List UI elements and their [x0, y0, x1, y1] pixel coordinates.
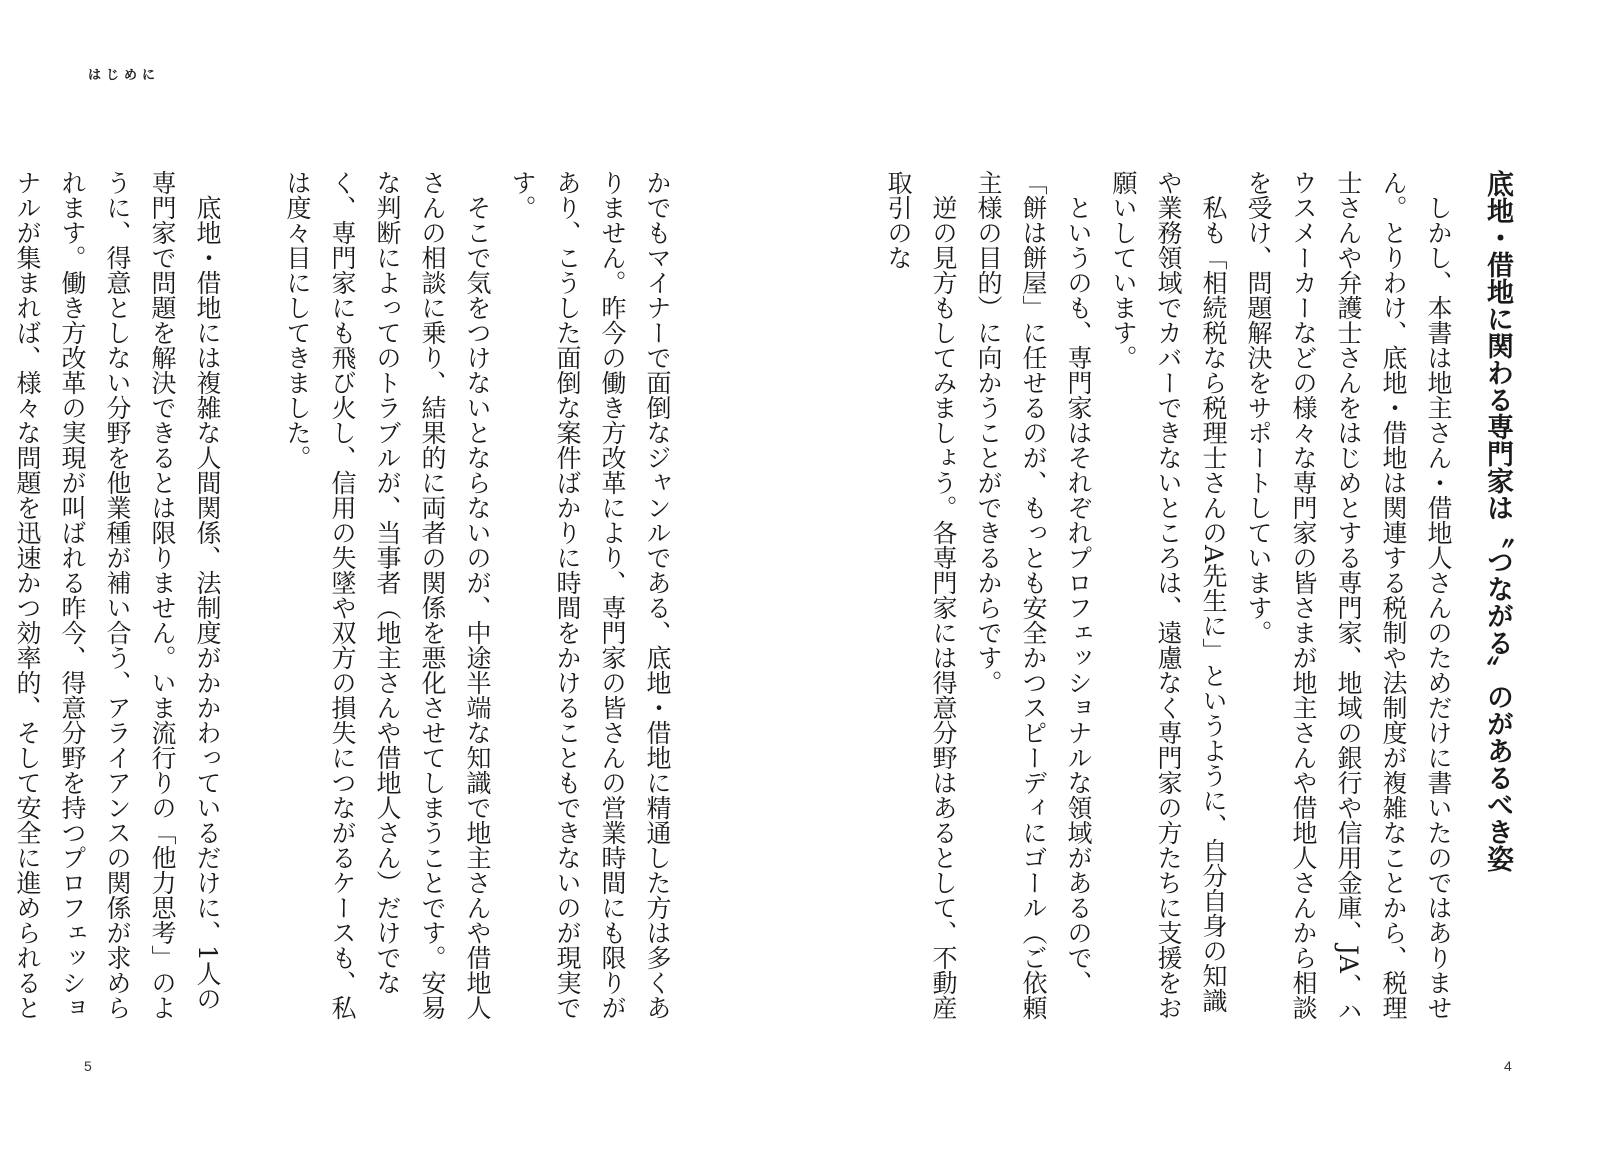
- paragraph: 私も「相続税なら税理士さんのA先生に」というように、自分自身の知識や業務領域でカバーできないところは、遠慮なく専門家の方たちに支援をお願いしています。: [1109, 170, 1228, 1020]
- section-heading: 底地・借地に関わる専門家は〝つながる〟のがあるべき姿: [1482, 170, 1513, 872]
- paragraph: しかし、本書は地主さん・借地人さんのためだけに書いたのではありません。とりわけ、底地・借地は関連する税制や法制度が複雑なことから、税理士さんや弁護士さんをはじめとする専門家、地域の銀行や信用金庫、JA、ハウスメーカーなどの様々な専門家の皆さまが地主さんや借地人さんから相談を受け、問題解決をサポートしています。: [1244, 170, 1453, 1024]
- page-number-left: 5: [84, 1058, 92, 1074]
- paragraph: そこで気をつけないとならないのが、中途半端な知識で地主さんや借地人さんの相談に乗り、結果的に両者の関係を悪化させてしまうことです。安易な判断によってのトラブルが、当事者（地主さんや借地人さん）だけでなく、専門家にも飛び火し、信用の失墜や双方の損失につながるケースも、私は度々目にしてきました。: [283, 170, 492, 1020]
- paragraph: というのも、専門家はそれぞれプロフェッショナルな領域があるので、「餅は餅屋」に任せるのが、もっとも安全かつスピーディにゴール（ご依頼主様の目的）に向かうことができるからです。: [974, 170, 1093, 1020]
- paragraph: かでもマイナーで面倒なジャンルである、底地・借地に精通した方は多くありません。昨今の働き方改革により、専門家の皆さんの営業時間にも限りがあり、こうした面倒な案件ばかりに時間をかけることもできないのが現実です。: [508, 170, 672, 1020]
- paragraph: 底地・借地には複雑な人間関係、法制度がかかわっているだけに、1人の専門家で問題を解決できるとは限りません。いま流行りの「他力思考」のように、得意としない分野を他業種が補い合う、アライアンスの関係が求められます。働き方改革の実現が叫ばれる昨今、得意分野を持つプロフェッショナルが集まれば、様々な問題を迅速かつ効率的、そして安全に進められると: [13, 170, 222, 1020]
- paragraph: 逆の見方もしてみましょう。各専門家には得意分野はあるとして、不動産取引のな: [884, 170, 958, 1020]
- page-number-right: 4: [1504, 1058, 1512, 1074]
- left-page-text: [13, 170, 680, 1030]
- right-page-text: [884, 170, 1520, 1030]
- running-head: はじめに: [88, 68, 161, 83]
